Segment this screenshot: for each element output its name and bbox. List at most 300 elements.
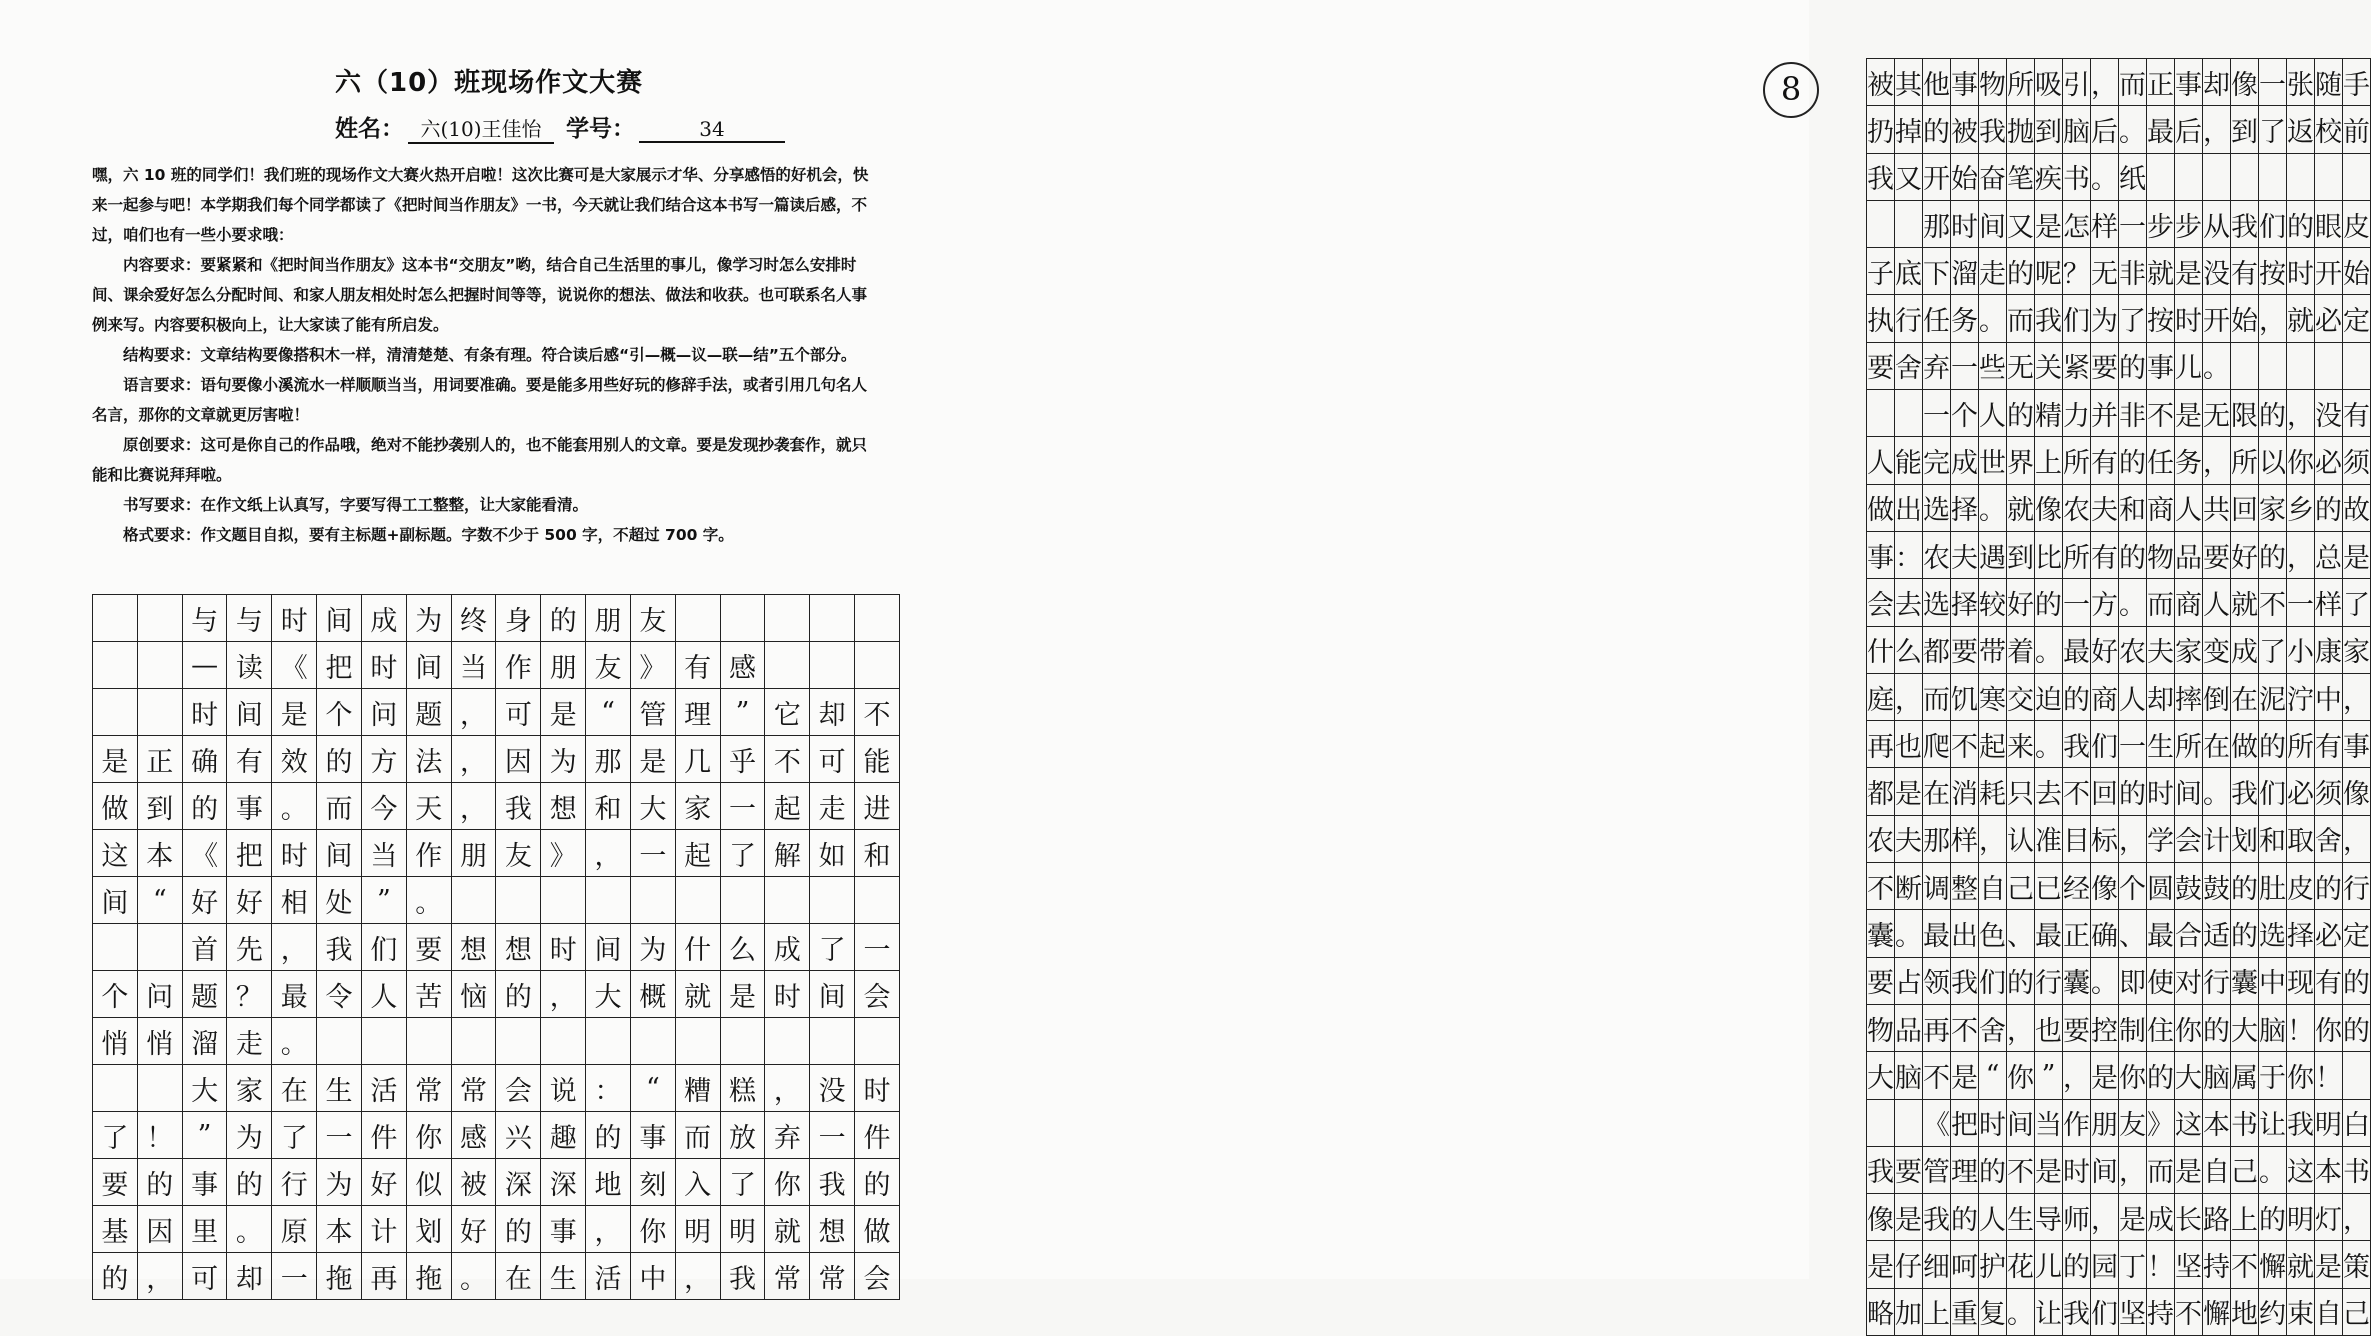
name-value: 六(10)王佳怡 <box>408 113 554 144</box>
grid-cell: 选 <box>2259 910 2287 957</box>
grid-cell: ！ <box>137 1112 182 1159</box>
grid-cell: 。 <box>2035 626 2063 673</box>
grid-cell: 持 <box>2203 1241 2231 1288</box>
grid-cell: 夫 <box>2091 484 2119 531</box>
grid-cell <box>451 1018 496 1065</box>
grid-cell: 笔 <box>2007 153 2035 200</box>
grid-cell <box>2147 153 2175 200</box>
grid-cell <box>541 877 586 924</box>
grid-cell: 人 <box>1979 1194 2007 1241</box>
requirement-label: 原创要求： <box>123 436 201 454</box>
grid-cell: 成 <box>765 924 810 971</box>
grid-row <box>1867 957 2371 1004</box>
grid-cell: 上 <box>2035 437 2063 484</box>
grid-cell: 可 <box>496 689 541 736</box>
grid-cell: 时 <box>272 595 317 642</box>
grid-cell: 时 <box>2147 768 2175 815</box>
grid-cell: 间 <box>810 971 855 1018</box>
grid-cell: 定 <box>2343 295 2371 342</box>
grid-cell: 学 <box>2147 815 2175 862</box>
name-label: 姓名： <box>335 116 404 142</box>
grid-cell: ， <box>1895 673 1923 720</box>
grid-row <box>1867 59 2371 106</box>
grid-cell: 己 <box>2007 863 2035 910</box>
grid-cell: 是 <box>2119 1194 2147 1241</box>
grid-cell: 己 <box>2231 1146 2259 1193</box>
grid-cell: 来 <box>2007 721 2035 768</box>
grid-cell: 大 <box>586 971 631 1018</box>
grid-cell: 起 <box>1979 721 2007 768</box>
grid-cell <box>2287 153 2315 200</box>
grid-cell: ， <box>2287 531 2315 578</box>
grid-cell: 是 <box>1895 1194 1923 1241</box>
grid-cell: 肚 <box>2259 863 2287 910</box>
grid-cell: ， <box>137 1253 182 1300</box>
grid-cell <box>496 877 541 924</box>
grid-cell: ， <box>765 1065 810 1112</box>
grid-cell: 你 <box>2287 1052 2315 1099</box>
grid-cell: 你 <box>406 1112 451 1159</box>
grid-row <box>1867 1241 2371 1288</box>
grid-cell: 当 <box>361 830 406 877</box>
grid-cell: 的 <box>2259 390 2287 437</box>
grid-cell: 。 <box>406 877 451 924</box>
grid-row <box>1867 673 2371 720</box>
grid-row <box>1867 721 2371 768</box>
grid-cell: 为 <box>317 1159 362 1206</box>
grid-row <box>93 783 900 830</box>
grid-cell: 。 <box>2203 342 2231 389</box>
grid-cell: 纸 <box>2119 153 2147 200</box>
grid-cell: 坚 <box>2175 1241 2203 1288</box>
grid-cell: 们 <box>2259 768 2287 815</box>
grid-cell: 相 <box>272 877 317 924</box>
grid-cell: 又 <box>2007 200 2035 247</box>
grid-cell: 又 <box>1895 153 1923 200</box>
grid-cell: 会 <box>1867 579 1895 626</box>
grid-cell: 要 <box>1951 626 1979 673</box>
grid-cell: 想 <box>541 783 586 830</box>
grid-cell: 人 <box>2203 579 2231 626</box>
grid-cell <box>451 877 496 924</box>
grid-cell: ， <box>2343 815 2371 862</box>
grid-cell: 生 <box>317 1065 362 1112</box>
grid-cell <box>855 595 900 642</box>
grid-cell: 间 <box>586 924 631 971</box>
grid-cell: 好 <box>2091 626 2119 673</box>
grid-cell: 悄 <box>137 1018 182 1065</box>
grid-cell: 事 <box>1867 531 1895 578</box>
grid-row <box>1867 1004 2371 1051</box>
grid-cell: — <box>182 642 227 689</box>
grid-cell: 常 <box>406 1065 451 1112</box>
grid-cell: 生 <box>541 1253 586 1300</box>
grid-cell: 做 <box>2231 721 2259 768</box>
grid-cell: 是 <box>2175 390 2203 437</box>
grid-row <box>1867 248 2371 295</box>
grid-cell: 灯 <box>2315 1194 2343 1241</box>
grid-cell: 的 <box>2315 484 2343 531</box>
instructions <box>92 160 882 550</box>
grid-cell: 为 <box>541 736 586 783</box>
grid-cell: 正 <box>137 736 182 783</box>
grid-cell <box>317 1018 362 1065</box>
grid-cell: 时 <box>272 830 317 877</box>
grid-cell: 比 <box>2035 531 2063 578</box>
grid-cell: 成 <box>361 595 406 642</box>
grid-row <box>1867 910 2371 957</box>
grid-cell <box>1867 200 1895 247</box>
grid-cell <box>137 689 182 736</box>
grid-cell: 终 <box>451 595 496 642</box>
grid-cell: 任 <box>1923 295 1951 342</box>
grid-cell: 几 <box>675 736 720 783</box>
grid-cell: 明 <box>2287 1194 2315 1241</box>
grid-cell: 奋 <box>1979 153 2007 200</box>
grid-cell: 商 <box>2091 673 2119 720</box>
grid-cell: 溜 <box>1951 248 1979 295</box>
grid-cell: 是 <box>272 689 317 736</box>
grid-cell: 书 <box>2343 1146 2371 1193</box>
grid-cell: 们 <box>361 924 406 971</box>
grid-cell: 农 <box>1923 531 1951 578</box>
grid-cell: 。 <box>2119 579 2147 626</box>
grid-cell: 解 <box>765 830 810 877</box>
grid-cell: 所 <box>2063 531 2091 578</box>
grid-cell: 感 <box>720 642 765 689</box>
grid-cell: ， <box>2343 1194 2371 1241</box>
grid-cell: 懈 <box>2259 1241 2287 1288</box>
grid-cell: 里 <box>182 1206 227 1253</box>
grid-cell: 的 <box>1923 106 1951 153</box>
grid-cell: 到 <box>2007 531 2035 578</box>
grid-cell: 起 <box>675 830 720 877</box>
grid-cell: 不 <box>765 736 810 783</box>
grid-cell: 的 <box>317 736 362 783</box>
grid-cell: 皮 <box>2343 200 2371 247</box>
grid-cell: 的 <box>586 1112 631 1159</box>
grid-cell: 么 <box>720 924 765 971</box>
grid-cell <box>765 1018 810 1065</box>
grid-cell: 与 <box>227 595 272 642</box>
grid-cell: 题 <box>406 689 451 736</box>
grid-cell: 也 <box>1895 721 1923 768</box>
grid-cell: 回 <box>2091 768 2119 815</box>
grid-cell: 不 <box>2259 579 2287 626</box>
grid-cell: 合 <box>2175 910 2203 957</box>
grid-cell: 方 <box>361 736 406 783</box>
grid-cell: 交 <box>2007 673 2035 720</box>
grid-cell: 中 <box>630 1253 675 1300</box>
grid-cell: 略 <box>1867 1288 1895 1335</box>
grid-cell: 你 <box>2175 1004 2203 1051</box>
grid-cell <box>1867 1099 1895 1146</box>
grid-cell <box>137 924 182 971</box>
grid-cell: 溜 <box>182 1018 227 1065</box>
grid-cell: 不 <box>1923 1052 1951 1099</box>
grid-row <box>1867 295 2371 342</box>
grid-cell: 朋 <box>586 595 631 642</box>
grid-cell: 择 <box>1951 579 1979 626</box>
grid-cell: 说 <box>541 1065 586 1112</box>
grid-cell: 是 <box>1951 1052 1979 1099</box>
grid-cell: 行 <box>2343 863 2371 910</box>
grid-cell: 我 <box>1867 1146 1895 1193</box>
grid-cell: 一 <box>720 783 765 830</box>
grid-cell: 一 <box>855 924 900 971</box>
grid-cell: 。 <box>1979 484 2007 531</box>
grid-cell: 有 <box>2231 248 2259 295</box>
grid-cell: 了 <box>2259 106 2287 153</box>
grid-cell: 基 <box>93 1206 138 1253</box>
grid-cell: 中 <box>2315 673 2343 720</box>
grid-cell: 家 <box>675 783 720 830</box>
grid-cell: 准 <box>2035 815 2063 862</box>
grid-cell: 所 <box>2063 437 2091 484</box>
grid-cell: 感 <box>451 1112 496 1159</box>
grid-cell: 有 <box>2343 390 2371 437</box>
grid-cell: 似 <box>406 1159 451 1206</box>
grid-cell: ！ <box>2287 1004 2315 1051</box>
grid-cell: 就 <box>2231 579 2259 626</box>
grid-cell: 大 <box>182 1065 227 1112</box>
grid-cell: 作 <box>496 642 541 689</box>
grid-cell <box>93 642 138 689</box>
grid-cell: 舍 <box>2315 815 2343 862</box>
grid-cell: 的 <box>2259 721 2287 768</box>
grid-cell: 一 <box>1923 390 1951 437</box>
grid-cell: 书 <box>2063 153 2091 200</box>
grid-cell: 书 <box>2231 1099 2259 1146</box>
grid-cell: 行 <box>1895 295 1923 342</box>
grid-cell: 生 <box>2007 1194 2035 1241</box>
grid-cell: 人 <box>361 971 406 1018</box>
instruction-paragraph <box>92 430 882 490</box>
grid-cell: 没 <box>2315 390 2343 437</box>
grid-cell: 色 <box>1979 910 2007 957</box>
grid-cell <box>2343 342 2371 389</box>
grid-cell: 想 <box>810 1206 855 1253</box>
grid-cell: 始 <box>1951 153 1979 200</box>
grid-cell: 校 <box>2315 106 2343 153</box>
grid-cell: 方 <box>2091 579 2119 626</box>
grid-cell: 后 <box>2091 106 2119 153</box>
grid-row <box>1867 153 2371 200</box>
grid-cell: 不 <box>2007 1146 2035 1193</box>
grid-cell: 们 <box>1979 957 2007 1004</box>
grid-cell: 一 <box>1951 342 1979 389</box>
grid-cell: 时 <box>2175 295 2203 342</box>
grid-cell: 糟 <box>675 1065 720 1112</box>
grid-cell: 会 <box>855 1253 900 1300</box>
grid-cell: 我 <box>1979 106 2007 153</box>
grid-cell: 的 <box>1951 1194 1979 1241</box>
grid-cell: ， <box>2091 59 2119 106</box>
grid-cell: 目 <box>2063 815 2091 862</box>
grid-cell: 我 <box>2035 295 2063 342</box>
grid-cell: 物 <box>1867 1004 1895 1051</box>
grid-cell: 上 <box>1923 1288 1951 1335</box>
grid-cell: 《 <box>182 830 227 877</box>
grid-cell: 是 <box>2175 1146 2203 1193</box>
grid-cell: 师 <box>2063 1194 2091 1241</box>
grid-cell: 那 <box>586 736 631 783</box>
grid-cell: 有 <box>2091 437 2119 484</box>
grid-row <box>93 1253 900 1300</box>
grid-row <box>93 595 900 642</box>
grid-cell: 的 <box>2343 1004 2371 1051</box>
grid-cell: 所 <box>2175 721 2203 768</box>
grid-cell: 在 <box>2231 673 2259 720</box>
requirement-text: 文章结构要像搭积木一样，清清楚楚、有条有理。符合读后感“引—概—议—联—结”五个部分。 <box>200 346 857 364</box>
grid-cell: 关 <box>2035 342 2063 389</box>
grid-cell: 为 <box>406 595 451 642</box>
grid-cell: 是 <box>93 736 138 783</box>
grid-cell <box>586 1018 631 1065</box>
grid-cell <box>93 924 138 971</box>
grid-cell: 制 <box>2119 1004 2147 1051</box>
grid-cell: 事 <box>1951 59 1979 106</box>
grid-cell: 爬 <box>1923 721 1951 768</box>
grid-cell: 。 <box>2091 957 2119 1004</box>
grid-cell: 饥 <box>1951 673 1979 720</box>
grid-cell: 的 <box>2119 342 2147 389</box>
grid-cell: 掉 <box>1895 106 1923 153</box>
grid-cell: 返 <box>2287 106 2315 153</box>
grid-cell: 我 <box>720 1253 765 1300</box>
grid-cell: 题 <box>182 971 227 1018</box>
grid-cell: 标 <box>2091 815 2119 862</box>
grid-cell: 却 <box>227 1253 272 1300</box>
grid-cell: 弃 <box>1923 342 1951 389</box>
grid-cell: 自 <box>2203 1146 2231 1193</box>
grid-cell: 苦 <box>406 971 451 1018</box>
grid-cell: 也 <box>2035 1004 2063 1051</box>
grid-cell: 我 <box>2063 721 2091 768</box>
grid-cell <box>1867 390 1895 437</box>
grid-cell: ， <box>2119 1146 2147 1193</box>
grid-cell: ， <box>1979 815 2007 862</box>
grid-cell: 它 <box>765 689 810 736</box>
grid-cell: 时 <box>361 642 406 689</box>
grid-cell: 让 <box>2259 1099 2287 1146</box>
grid-cell: 成 <box>2147 1194 2175 1241</box>
grid-cell: 恼 <box>451 971 496 1018</box>
grid-cell: 你 <box>2287 437 2315 484</box>
grid-cell: 是 <box>1895 768 1923 815</box>
grid-cell <box>810 877 855 924</box>
grid-cell: 一 <box>2063 579 2091 626</box>
grid-cell: 间 <box>317 830 362 877</box>
instruction-paragraph <box>92 490 882 520</box>
grid-cell: 遇 <box>1979 531 2007 578</box>
grid-cell: 好 <box>2231 531 2259 578</box>
grid-cell: 却 <box>2203 59 2231 106</box>
grid-cell: 了 <box>720 830 765 877</box>
grid-cell: 的 <box>2063 1241 2091 1288</box>
grid-cell: 最 <box>2147 910 2175 957</box>
grid-row <box>1867 1099 2371 1146</box>
grid-cell: 而 <box>317 783 362 830</box>
grid-cell: 做 <box>93 783 138 830</box>
grid-cell: 是 <box>2035 1146 2063 1193</box>
grid-cell: 了 <box>272 1112 317 1159</box>
grid-cell: 懈 <box>2203 1288 2231 1335</box>
grid-cell: 因 <box>137 1206 182 1253</box>
grid-cell: 变 <box>2203 626 2231 673</box>
grid-cell: 的 <box>2287 200 2315 247</box>
grid-cell: 舍 <box>1979 1004 2007 1051</box>
grid-cell <box>1895 200 1923 247</box>
grid-cell: 行 <box>272 1159 317 1206</box>
grid-cell: ， <box>541 971 586 1018</box>
grid-row <box>1867 106 2371 153</box>
grid-cell: 于 <box>2259 1052 2287 1099</box>
grid-cell: 有 <box>227 736 272 783</box>
grid-cell: ！ <box>2315 1052 2343 1099</box>
grid-cell: 管 <box>630 689 675 736</box>
grid-cell: 囊 <box>1867 910 1895 957</box>
grid-cell: 个 <box>317 689 362 736</box>
grid-cell: 的 <box>2119 437 2147 484</box>
grid-cell: 管 <box>1923 1146 1951 1193</box>
grid-cell: 寒 <box>1979 673 2007 720</box>
grid-cell: 着 <box>2007 626 2035 673</box>
grid-cell: 为 <box>227 1112 272 1159</box>
grid-cell: 友 <box>496 830 541 877</box>
essay-grid-left <box>92 594 900 1300</box>
grid-cell: 儿 <box>2035 1241 2063 1288</box>
grid-cell: 。 <box>2007 1288 2035 1335</box>
grid-cell: 。 <box>451 1253 496 1300</box>
grid-cell: 与 <box>182 595 227 642</box>
grid-cell: 物 <box>2147 531 2175 578</box>
grid-cell: 你 <box>2315 1004 2343 1051</box>
grid-cell <box>720 1018 765 1065</box>
grid-cell: 常 <box>810 1253 855 1300</box>
grid-cell: 要 <box>2091 342 2119 389</box>
grid-cell: 会 <box>855 971 900 1018</box>
grid-cell: 朋 <box>451 830 496 877</box>
grid-cell: 人 <box>2175 484 2203 531</box>
grid-cell: 拖 <box>317 1253 362 1300</box>
grid-cell: 人 <box>2119 673 2147 720</box>
grid-cell: 我 <box>810 1159 855 1206</box>
grid-cell: 本 <box>137 830 182 877</box>
grid-cell <box>2343 153 2371 200</box>
grid-cell: 时 <box>2287 248 2315 295</box>
grid-cell: “ <box>1979 1052 2007 1099</box>
grid-cell: 是 <box>2035 200 2063 247</box>
grid-cell: 路 <box>2203 1194 2231 1241</box>
grid-cell: 按 <box>2259 248 2287 295</box>
grid-cell: 不 <box>2063 768 2091 815</box>
grid-cell: 把 <box>1951 1099 1979 1146</box>
grid-row <box>93 689 900 736</box>
grid-cell: 到 <box>2231 106 2259 153</box>
grid-cell: 农 <box>2119 626 2147 673</box>
grid-cell: 就 <box>2007 484 2035 531</box>
grid-row <box>93 877 900 924</box>
grid-cell: 的 <box>2119 531 2147 578</box>
grid-cell: 间 <box>1979 200 2007 247</box>
grid-cell: 一 <box>2259 59 2287 106</box>
grid-cell: 走 <box>810 783 855 830</box>
grid-cell: 只 <box>2007 768 2035 815</box>
grid-cell: 仔 <box>1895 1241 1923 1288</box>
grid-cell: 事 <box>227 783 272 830</box>
grid-cell: 会 <box>496 1065 541 1112</box>
